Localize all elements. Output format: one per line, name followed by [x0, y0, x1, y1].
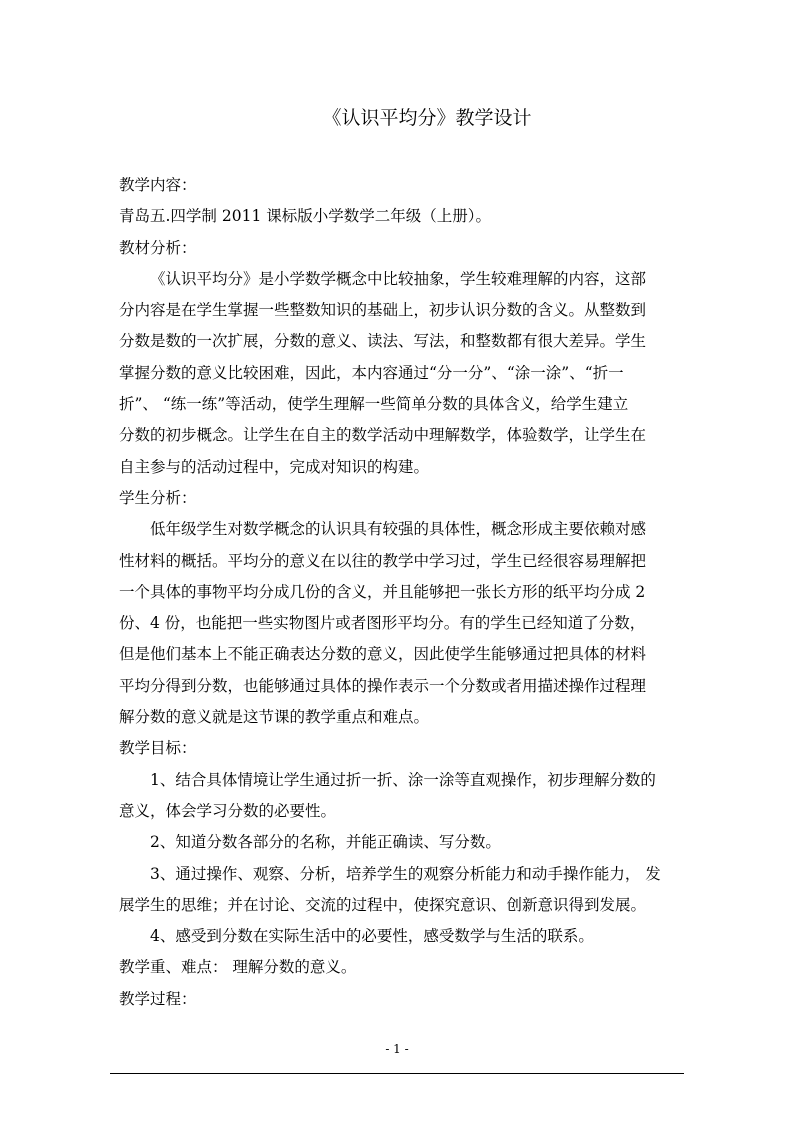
teaching-content-text: 青岛五.四学制 2011 课标版小学数学二年级（上册）。: [119, 207, 491, 226]
goal-1: [119, 765, 675, 828]
student-analysis-paragraph: [119, 514, 675, 733]
paragraph-line: 分数是数的一次扩展，分数的意义、读法、写法，和整数都有很大差异。学生: [119, 332, 647, 351]
paragraph-line: 分数的初步概念。让学生在自主的数学活动中理解数学，体验数学，让学生在: [119, 426, 647, 445]
paragraph-line: 折”、 “练一练”等活动，使学生理解一些简单分数的具体含义，给学生建立: [119, 395, 629, 414]
paragraph-line: 4、感受到分数在实际生活中的必要性，感受数学与生活的联系。: [150, 927, 594, 946]
key-points: 教学重、难点： 理解分数的意义。: [119, 958, 357, 977]
document-body: [119, 170, 675, 1015]
paragraph-line: 1、结合具体情境让学生通过折一折、涂一涂等直观操作，初步理解分数的: [150, 770, 656, 789]
material-analysis-paragraph: [119, 264, 675, 483]
heading-teaching-goals: 教学目标：: [119, 739, 197, 758]
paragraph-line: 掌握分数的意义比较困难，因此，本内容通过“分一分”、“涂一涂”、“折一: [119, 363, 624, 382]
paragraph-line: 一个具体的事物平均分成几份的含义，并且能够把一张长方形的纸平均分成 2: [119, 582, 646, 601]
paragraph-line: 3、通过操作、观察、分析，培养学生的观察分析能力和动手操作能力， 发: [150, 864, 661, 883]
footer-divider: [110, 1073, 684, 1074]
paragraph-line: 2、知道分数各部分的名称，并能正确读、写分数。: [150, 833, 501, 852]
paragraph-line: 但是他们基本上不能正确表达分数的意义，因此使学生能够通过把具体的材料: [119, 645, 647, 664]
heading-teaching-process: 教学过程：: [119, 989, 197, 1008]
page-number: - 1 -: [385, 1042, 409, 1056]
document-title: 《认识平均分》教学设计: [322, 107, 532, 129]
heading-material-analysis: 教材分析：: [119, 238, 197, 257]
paragraph-line: 《认识平均分》是小学数学概念中比较抽象，学生较难理解的内容，这部: [150, 269, 647, 288]
goal-4: [119, 921, 675, 952]
paragraph-line: 平均分得到分数，也能够通过具体的操作表示一个分数或者用描述操作过程理: [119, 676, 647, 695]
paragraph-line: 低年级学生对数学概念的认识具有较强的具体性，概念形成主要依赖对感: [150, 520, 647, 539]
paragraph-line: 性材料的概括。平均分的意义在以往的教学中学习过，学生已经很容易理解把: [119, 551, 647, 570]
paragraph-line: 分内容是在学生掌握一些整数知识的基础上，初步认识分数的含义。从整数到: [119, 301, 647, 320]
paragraph-line: 份、4 份，也能把一些实物图片或者图形平均分。有的学生已经知道了分数，: [119, 614, 646, 633]
paragraph-line: 解分数的意义就是这节课的教学重点和难点。: [119, 708, 430, 727]
heading-student-analysis: 学生分析：: [119, 488, 197, 507]
goal-3: [119, 859, 675, 922]
paragraph-line: 展学生的思维；并在讨论、交流的过程中，使探究意识、创新意识得到发展。: [119, 895, 647, 914]
paragraph-line: 自主参与的活动过程中，完成对知识的构建。: [119, 457, 430, 476]
goal-2: [119, 827, 675, 858]
paragraph-line: 意义，体会学习分数的必要性。: [119, 801, 337, 820]
heading-teaching-content: 教学内容：: [119, 176, 197, 194]
